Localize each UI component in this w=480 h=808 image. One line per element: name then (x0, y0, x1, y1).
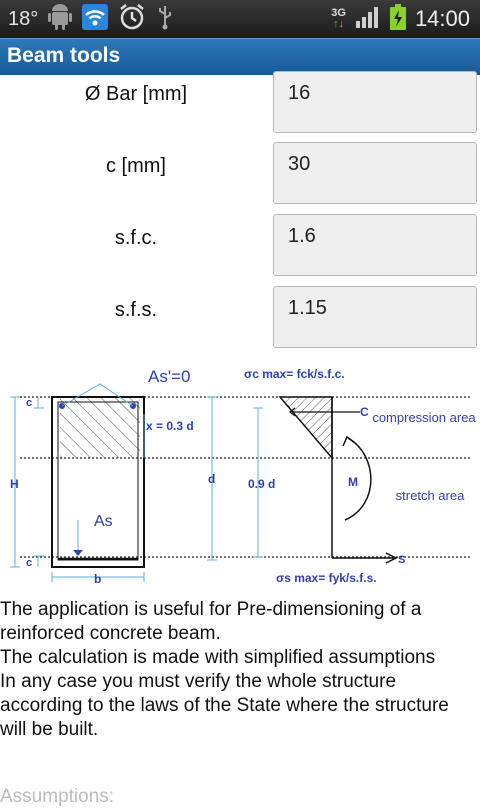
label-m: M (348, 475, 358, 489)
label-sfc: s.f.c. (114, 227, 158, 249)
battery-charging-icon (390, 4, 406, 34)
input-sfs[interactable]: 1.15 (273, 286, 477, 348)
row-bar-diameter (0, 75, 480, 133)
label-stretch-area: stretch area (395, 488, 465, 503)
alarm-icon (118, 3, 146, 35)
usb-icon (156, 4, 174, 34)
input-sfc[interactable]: 1.6 (273, 214, 477, 276)
description-text (0, 598, 480, 742)
beam-section-diagram (0, 358, 480, 598)
label-s-force: S (398, 554, 406, 566)
signal-icon (355, 5, 381, 33)
label-c-top: c (26, 397, 33, 409)
network-type (331, 8, 346, 30)
label-cover: c [mm] (106, 155, 166, 177)
input-cover[interactable]: 30 (273, 142, 477, 204)
label-sfs: s.f.s. (114, 299, 158, 321)
label-c-bottom: c (26, 557, 33, 569)
android-icon (48, 3, 72, 35)
label-c-force: C (360, 405, 369, 419)
status-bar (0, 0, 480, 38)
beam-cross-section (52, 384, 144, 567)
label-compression-area: compression area (372, 410, 476, 425)
down-arrow-icon: ↓ (338, 18, 345, 30)
row-cover (0, 142, 480, 204)
label-x: x = 0.3 d (146, 419, 194, 433)
status-left (8, 0, 174, 38)
app-title: Beam tools (7, 44, 121, 67)
description-paragraph: In any case you must verify the whole structure according to the laws of the State where the structure will be built. (0, 671, 449, 740)
label-as: As (94, 513, 113, 530)
row-sfc (0, 214, 480, 276)
clock-text: 14:00 (414, 6, 470, 31)
label-d: d (208, 472, 216, 486)
wifi-icon (82, 4, 108, 34)
assumptions-heading: Assumptions: (0, 786, 115, 807)
network-type-label: 3G (331, 7, 346, 19)
description-paragraph: The calculation is made with simplified assumptions (0, 647, 436, 668)
label-09d: 0.9 d (248, 477, 276, 491)
label-b: b (94, 572, 102, 586)
status-right (331, 0, 470, 38)
description-paragraph: The application is useful for Pre-dimensioning of a reinforced concrete beam. (0, 599, 422, 644)
label-bar-diameter: Ø Bar [mm] (84, 83, 188, 105)
input-bar-diameter[interactable]: 16 (273, 71, 477, 133)
temperature-text: 18° (8, 7, 39, 30)
app-title-bar (0, 38, 480, 75)
up-arrow-icon: ↑ (333, 18, 339, 30)
label-sigma-s: σs max= fyk/s.f.s. (276, 571, 377, 585)
label-as-top: As'=0 (148, 367, 191, 386)
label-sigma-c: σc max= fck/s.f.c. (244, 367, 345, 381)
row-sfs (0, 286, 480, 348)
label-h: H (10, 477, 19, 491)
